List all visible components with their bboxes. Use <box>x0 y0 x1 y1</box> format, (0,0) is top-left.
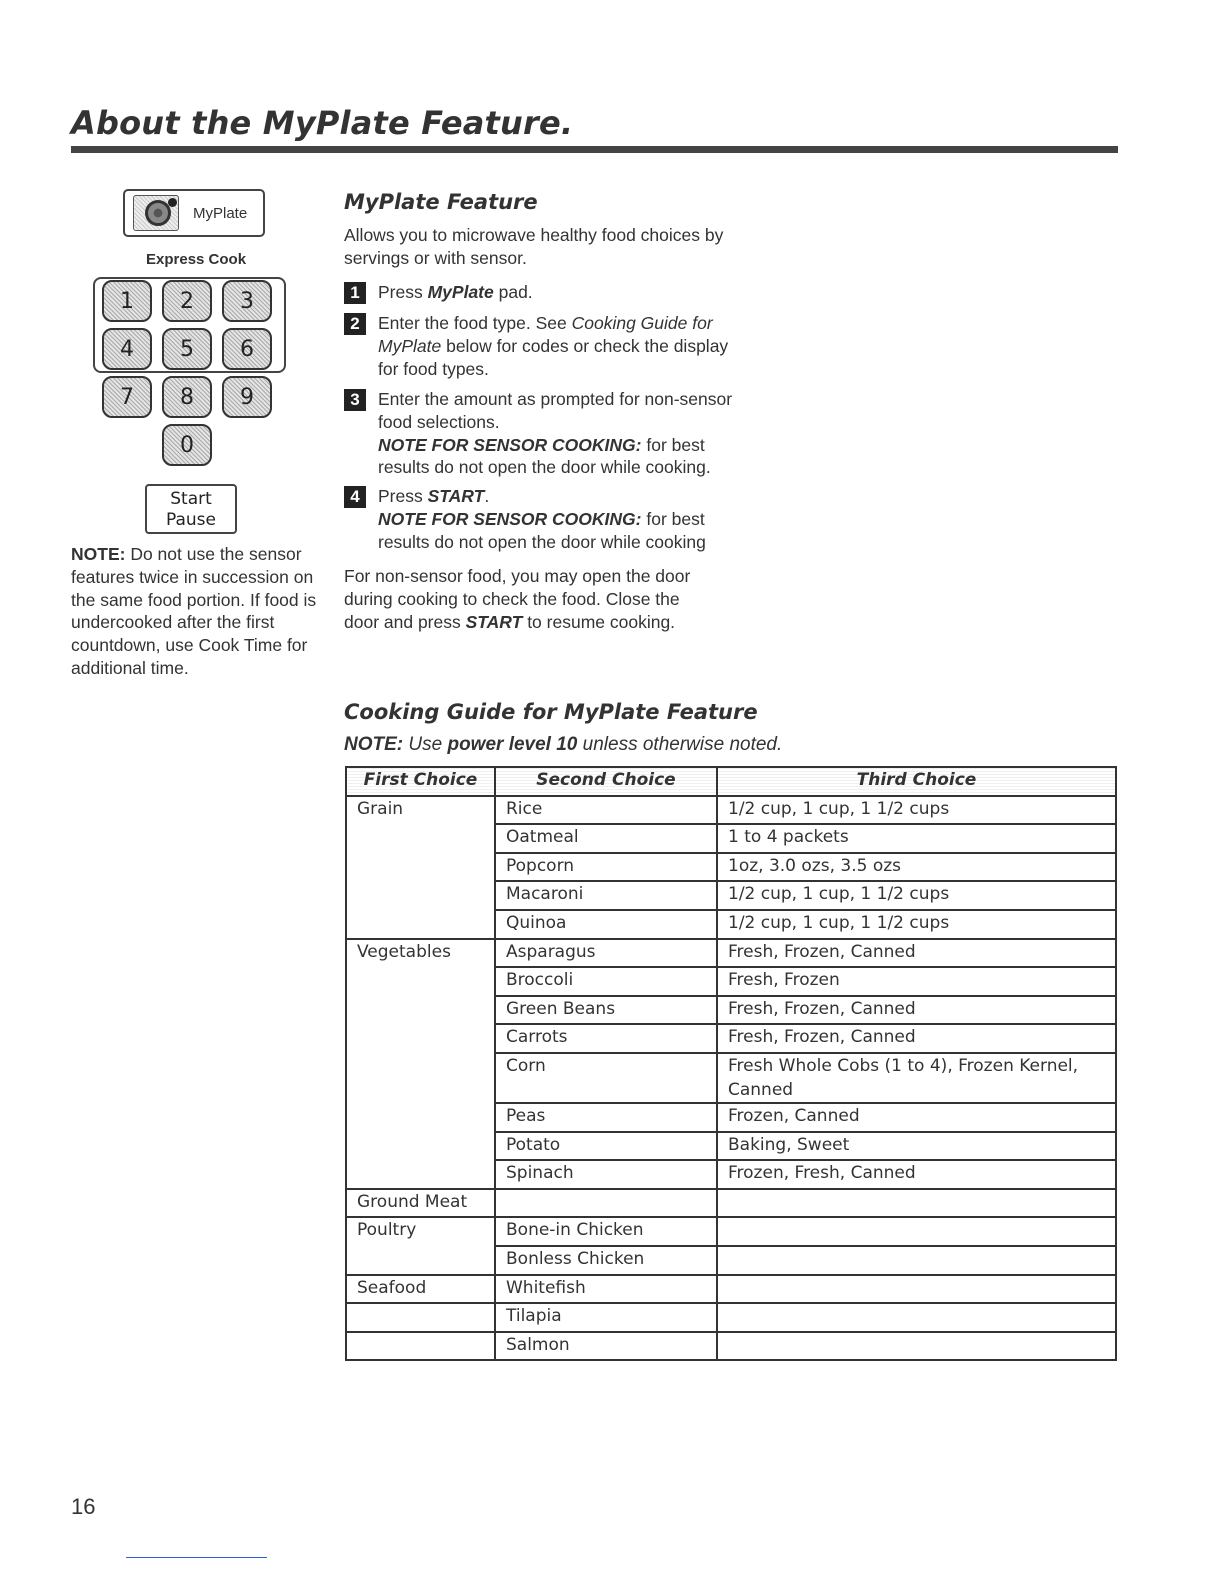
table-cell-first: Vegetables <box>346 939 495 968</box>
table-cell-first <box>346 967 495 996</box>
column-header: Third Choice <box>717 767 1116 796</box>
table-row <box>346 853 1116 882</box>
table-cell-first <box>346 1160 495 1189</box>
table-cell-second: Carrots <box>495 1024 717 1053</box>
table-cell-first <box>346 881 495 910</box>
table-cell-first <box>346 1303 495 1332</box>
table-cell-third: Frozen, Canned <box>717 1103 1116 1132</box>
table-cell-third: Fresh, Frozen, Canned <box>717 996 1116 1025</box>
key-3[interactable]: 3 <box>222 280 272 322</box>
table-row <box>346 1132 1116 1161</box>
table-row <box>346 796 1116 825</box>
table-row <box>346 824 1116 853</box>
guide-heading: Cooking Guide for MyPlate Feature <box>344 700 758 724</box>
table-cell-first <box>346 1024 495 1053</box>
table-row <box>346 1303 1116 1332</box>
table-cell-second: Peas <box>495 1103 717 1132</box>
key-2[interactable]: 2 <box>162 280 212 322</box>
column-header: First Choice <box>346 767 495 796</box>
table-cell-third <box>717 1189 1116 1218</box>
myplate-button-label: MyPlate <box>193 205 248 222</box>
page-number: 16 <box>71 1494 96 1519</box>
key-6[interactable]: 6 <box>222 328 272 370</box>
table-cell-second: Bone-in Chicken <box>495 1217 717 1246</box>
title-rule <box>71 146 1118 153</box>
table-cell-third: Baking, Sweet <box>717 1132 1116 1161</box>
table-row <box>346 1103 1116 1132</box>
table-cell-second <box>495 1189 717 1218</box>
table-row <box>346 996 1116 1025</box>
table-row <box>346 881 1116 910</box>
key-9[interactable]: 9 <box>222 376 272 418</box>
column-header: Second Choice <box>495 767 717 796</box>
table-cell-second: Green Beans <box>495 996 717 1025</box>
table-cell-third: Fresh, Frozen, Canned <box>717 1024 1116 1053</box>
table-cell-second: Broccoli <box>495 967 717 996</box>
table-cell-third: 1/2 cup, 1 cup, 1 1/2 cups <box>717 881 1116 910</box>
start-pause-button[interactable] <box>145 484 237 534</box>
table-cell-second: Potato <box>495 1132 717 1161</box>
table-cell-second: Rice <box>495 796 717 825</box>
table-cell-second: Spinach <box>495 1160 717 1189</box>
table-cell-third: 1oz, 3.0 ozs, 3.5 ozs <box>717 853 1116 882</box>
feature-heading: MyPlate Feature <box>344 190 538 214</box>
table-cell-second: Salmon <box>495 1332 717 1361</box>
step-text: Enter the food type. See Cooking Guide for MyPlate below for codes or check the display for food types. <box>378 313 729 379</box>
table-cell-third: Fresh, Frozen, Canned <box>717 939 1116 968</box>
table-cell-second: Oatmeal <box>495 824 717 853</box>
table-cell-third: 1/2 cup, 1 cup, 1 1/2 cups <box>717 796 1116 825</box>
table-cell-first <box>346 910 495 939</box>
step-number: 1 <box>344 282 366 304</box>
table-row <box>346 939 1116 968</box>
sensor-note-label: NOTE: <box>71 544 126 564</box>
table-cell-third <box>717 1246 1116 1275</box>
step-number: 4 <box>344 486 366 508</box>
step-text: Enter the amount as prompted for non-sensor food selections. NOTE FOR SENSOR COOKING: for best results do not open the door while cooking. <box>378 389 733 478</box>
table-cell-second: Corn <box>495 1053 717 1103</box>
myplate-button[interactable] <box>123 189 265 237</box>
table-cell-second: Asparagus <box>495 939 717 968</box>
feature-closing: For non-sensor food, you may open the door during cooking to check the food. Close the door and press START to resume cooking. <box>344 566 691 632</box>
express-cook-label: Express Cook <box>146 251 247 268</box>
page-title: About the MyPlate Feature. <box>71 104 574 142</box>
table-header-row <box>346 767 1116 796</box>
table-cell-first: Poultry <box>346 1217 495 1246</box>
table-cell-third <box>717 1275 1116 1304</box>
table-cell-third: Fresh, Frozen <box>717 967 1116 996</box>
key-5[interactable]: 5 <box>162 328 212 370</box>
table-row <box>346 1275 1116 1304</box>
table-cell-first <box>346 1053 495 1103</box>
key-1[interactable]: 1 <box>102 280 152 322</box>
table-cell-first: Seafood <box>346 1275 495 1304</box>
key-7[interactable]: 7 <box>102 376 152 418</box>
table-cell-second: Popcorn <box>495 853 717 882</box>
table-cell-third: 1 to 4 packets <box>717 824 1116 853</box>
key-8[interactable]: 8 <box>162 376 212 418</box>
step-number: 2 <box>344 313 366 335</box>
table-cell-second: Tilapia <box>495 1303 717 1332</box>
table-cell-third: Frozen, Fresh, Canned <box>717 1160 1116 1189</box>
table-cell-third <box>717 1332 1116 1361</box>
table-row <box>346 967 1116 996</box>
table-row <box>346 1246 1116 1275</box>
table-row <box>346 1189 1116 1218</box>
table-cell-second: Bonless Chicken <box>495 1246 717 1275</box>
table-cell-first: Ground Meat <box>346 1189 495 1218</box>
table-cell-first <box>346 1332 495 1361</box>
step-number: 3 <box>344 389 366 411</box>
table-cell-first: Grain <box>346 796 495 825</box>
table-cell-third <box>717 1217 1116 1246</box>
table-row <box>346 1024 1116 1053</box>
sensor-note-text: Do not use the sensor features twice in succession on the same food portion. If food is undercooked after the first countdown, use Cook Time for additional time. <box>71 544 317 678</box>
table-cell-second: Quinoa <box>495 910 717 939</box>
step-text: Press START. NOTE FOR SENSOR COOKING: for best results do not open the door while cooking <box>378 486 706 552</box>
table-cell-third: 1/2 cup, 1 cup, 1 1/2 cups <box>717 910 1116 939</box>
table-cell-first <box>346 1246 495 1275</box>
table-cell-first <box>346 1103 495 1132</box>
myplate-icon <box>133 195 179 231</box>
table-row <box>346 1332 1116 1361</box>
footer-line <box>126 1557 267 1558</box>
table-cell-second: Whitefish <box>495 1275 717 1304</box>
table-cell-third: Fresh Whole Cobs (1 to 4), Frozen Kernel, Canned <box>717 1053 1116 1103</box>
key-4[interactable]: 4 <box>102 328 152 370</box>
start-label: Start <box>170 489 212 509</box>
table-cell-third <box>717 1303 1116 1332</box>
key-0[interactable]: 0 <box>162 424 212 466</box>
step-text: Press MyPlate pad. <box>378 282 533 302</box>
guide-note: NOTE: Use power level 10 unless otherwise noted. <box>344 734 783 755</box>
table-row <box>346 1160 1116 1189</box>
table-cell-first <box>346 1132 495 1161</box>
sensor-note <box>71 543 326 680</box>
table-cell-second: Macaroni <box>495 881 717 910</box>
feature-intro: Allows you to microwave healthy food choices by servings or with sensor. <box>344 225 724 268</box>
table-cell-first <box>346 853 495 882</box>
table-cell-first <box>346 824 495 853</box>
cooking-guide-table <box>345 766 1117 1361</box>
table-cell-first <box>346 996 495 1025</box>
table-row <box>346 1217 1116 1246</box>
pause-label: Pause <box>166 510 216 530</box>
table-row <box>346 1053 1116 1103</box>
table-row <box>346 910 1116 939</box>
